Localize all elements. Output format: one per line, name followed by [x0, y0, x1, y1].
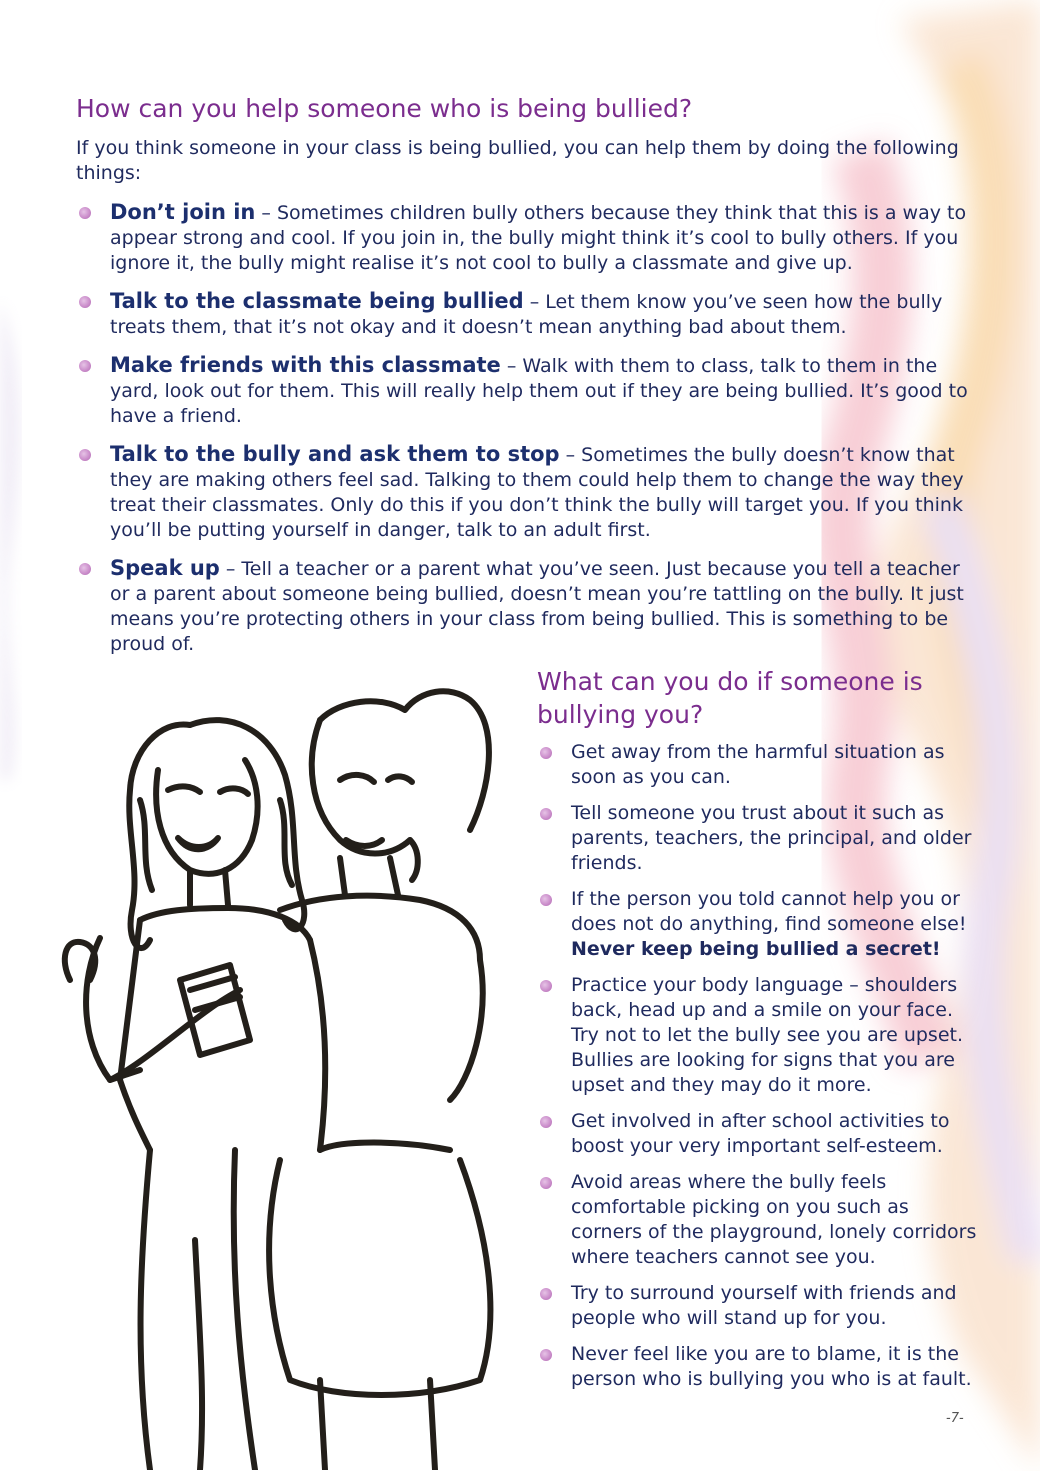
item-text: Never feel like you are to blame, it is the person who is bullying you who is at fault. [571, 1343, 972, 1390]
list-item [76, 289, 976, 340]
bullet-icon [540, 894, 552, 906]
item-bold: Make friends with this classmate [110, 353, 501, 377]
item-bold: Don’t join in [110, 200, 256, 224]
item-text: Tell someone you trust about it such as parents, teachers, the principal, and older friends. [571, 802, 972, 874]
list-item [537, 1281, 977, 1331]
item-text: If the person you told cannot help you or does not do anything, find someone else! [571, 888, 967, 935]
bullet-icon [79, 563, 91, 575]
bullet-icon [540, 1349, 552, 1361]
item-text: – Sometimes the bully doesn’t know that they are making others feel sad. Talking to them could help them to change the way they treat their classmates. Only do this if you don’t think the bully will target you. If you think you’ll be putting yourself in danger, talk to an adult first. [110, 444, 964, 541]
bullet-icon [79, 207, 91, 219]
bullet-icon [79, 360, 91, 372]
bullet-icon [79, 449, 91, 461]
item-text: – Sometimes children bully others because they think that this is a way to appear strong and cool. If you join in, the bully might think it’s cool to bully others. If you ignore it, the bully might realise it’s not cool to bully a classmate and give up. [110, 202, 967, 274]
item-bold: Speak up [110, 556, 220, 580]
list-item [537, 1342, 977, 1392]
list-item [76, 353, 976, 429]
item-text: Practice your body language – shoulders back, head up and a smile on your face. Try not to let the bully see you are upset. Bullies are looking for signs that you are upset and they may do it more. [571, 974, 964, 1096]
list-item [537, 1170, 977, 1270]
section1-intro: If you think someone in your class is being bullied, you can help them by doing the following things: [76, 137, 959, 184]
list-item [537, 887, 977, 962]
item-text: – Let them know you’ve seen how the bully treats them, that it’s not okay and it doesn’t mean anything bad about them. [110, 291, 943, 338]
bullet-icon [540, 747, 552, 759]
item-text: Get involved in after school activities to boost your very important self-esteem. [571, 1110, 950, 1157]
bullet-icon [540, 1177, 552, 1189]
item-text: Avoid areas where the bully feels comfortable picking on you such as corners of the playground, lonely corridors where teachers cannot see you. [571, 1171, 977, 1268]
item-text: – Tell a teacher or a parent what you’ve seen. Just because you tell a teacher or a parent about someone being bullied, doesn’t mean you’re tattling on the bully. It just means you’re protecting others in your class from being bullied. This is something to be proud of. [110, 558, 964, 655]
item-text: – Walk with them to class, talk to them in the yard, look out for them. This will really help them out if they are being bullied. It’s good to have a friend. [110, 355, 968, 427]
item-strong: Never keep being bullied a secret! [571, 938, 941, 960]
item-bold: Talk to the classmate being bullied [110, 289, 524, 313]
section1-title: How can you help someone who is being bullied? [76, 94, 693, 123]
help-others-list [76, 200, 976, 670]
bullet-icon [540, 1288, 552, 1300]
list-item [537, 740, 977, 790]
list-item [76, 556, 976, 657]
bullet-icon [540, 1116, 552, 1128]
item-bold: Talk to the bully and ask them to stop [110, 442, 560, 466]
bullet-icon [540, 808, 552, 820]
list-item [537, 973, 977, 1098]
list-item [537, 1109, 977, 1159]
item-text: Try to surround yourself with friends and people who will stand up for you. [571, 1282, 957, 1329]
section2-title: What can you do if someone is bullying you? [537, 667, 923, 729]
bullet-icon [79, 296, 91, 308]
list-item [76, 200, 976, 276]
page-number: -7- [946, 1411, 964, 1426]
bullet-icon [540, 980, 552, 992]
item-text: Get away from the harmful situation as soon as you can. [571, 741, 945, 788]
list-item [76, 442, 976, 543]
if-bullied-list [537, 740, 977, 1403]
list-item [537, 801, 977, 876]
